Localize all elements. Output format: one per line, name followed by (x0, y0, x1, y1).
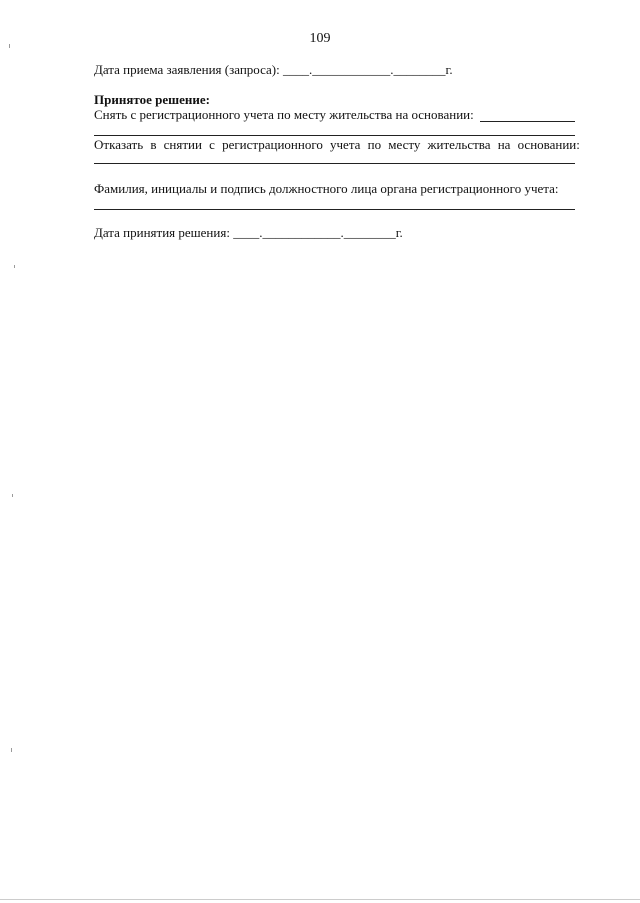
scan-bottom-edge (0, 899, 640, 903)
decision-date-blank: ____.____________.________г. (229, 225, 403, 240)
refuse-word: жительства (427, 137, 491, 152)
refuse-word: месту (388, 137, 421, 152)
refuse-word: на (497, 137, 511, 152)
refuse-word: с (209, 137, 215, 152)
application-date-label: Дата приема заявления (запроса): (94, 62, 280, 77)
refuse-word: по (367, 137, 382, 152)
refuse-basis-line (94, 163, 575, 164)
remove-basis-line (94, 135, 575, 136)
refuse-word: регистрационного (222, 137, 323, 152)
refuse-word: основании: (517, 137, 580, 152)
scan-speck (12, 494, 13, 497)
decision-date-line (94, 225, 403, 241)
scan-speck (9, 44, 10, 48)
page-number: 109 (309, 31, 331, 46)
application-date-blank: ____.____________.________г. (279, 62, 453, 77)
decision-date-label: Дата принятия решения: (94, 225, 230, 240)
refuse-word: снятии (163, 137, 202, 152)
remove-basis-short-line (480, 121, 575, 122)
scan-speck (14, 265, 15, 268)
refuse-word: в (150, 137, 157, 152)
official-signature-label: Фамилия, инициалы и подпись должностного лица органа регистрационного учета: (94, 181, 559, 196)
remove-registration-label: Снять с регистрационного учета по месту жительства на основании: (94, 107, 474, 122)
refuse-word: Отказать (94, 137, 144, 152)
decision-heading: Принятое решение: (94, 92, 210, 107)
scan-speck (11, 748, 12, 752)
refuse-registration-label (94, 137, 580, 153)
refuse-word: учета (330, 137, 361, 152)
application-date-line (94, 62, 453, 78)
official-signature-line (94, 209, 575, 210)
